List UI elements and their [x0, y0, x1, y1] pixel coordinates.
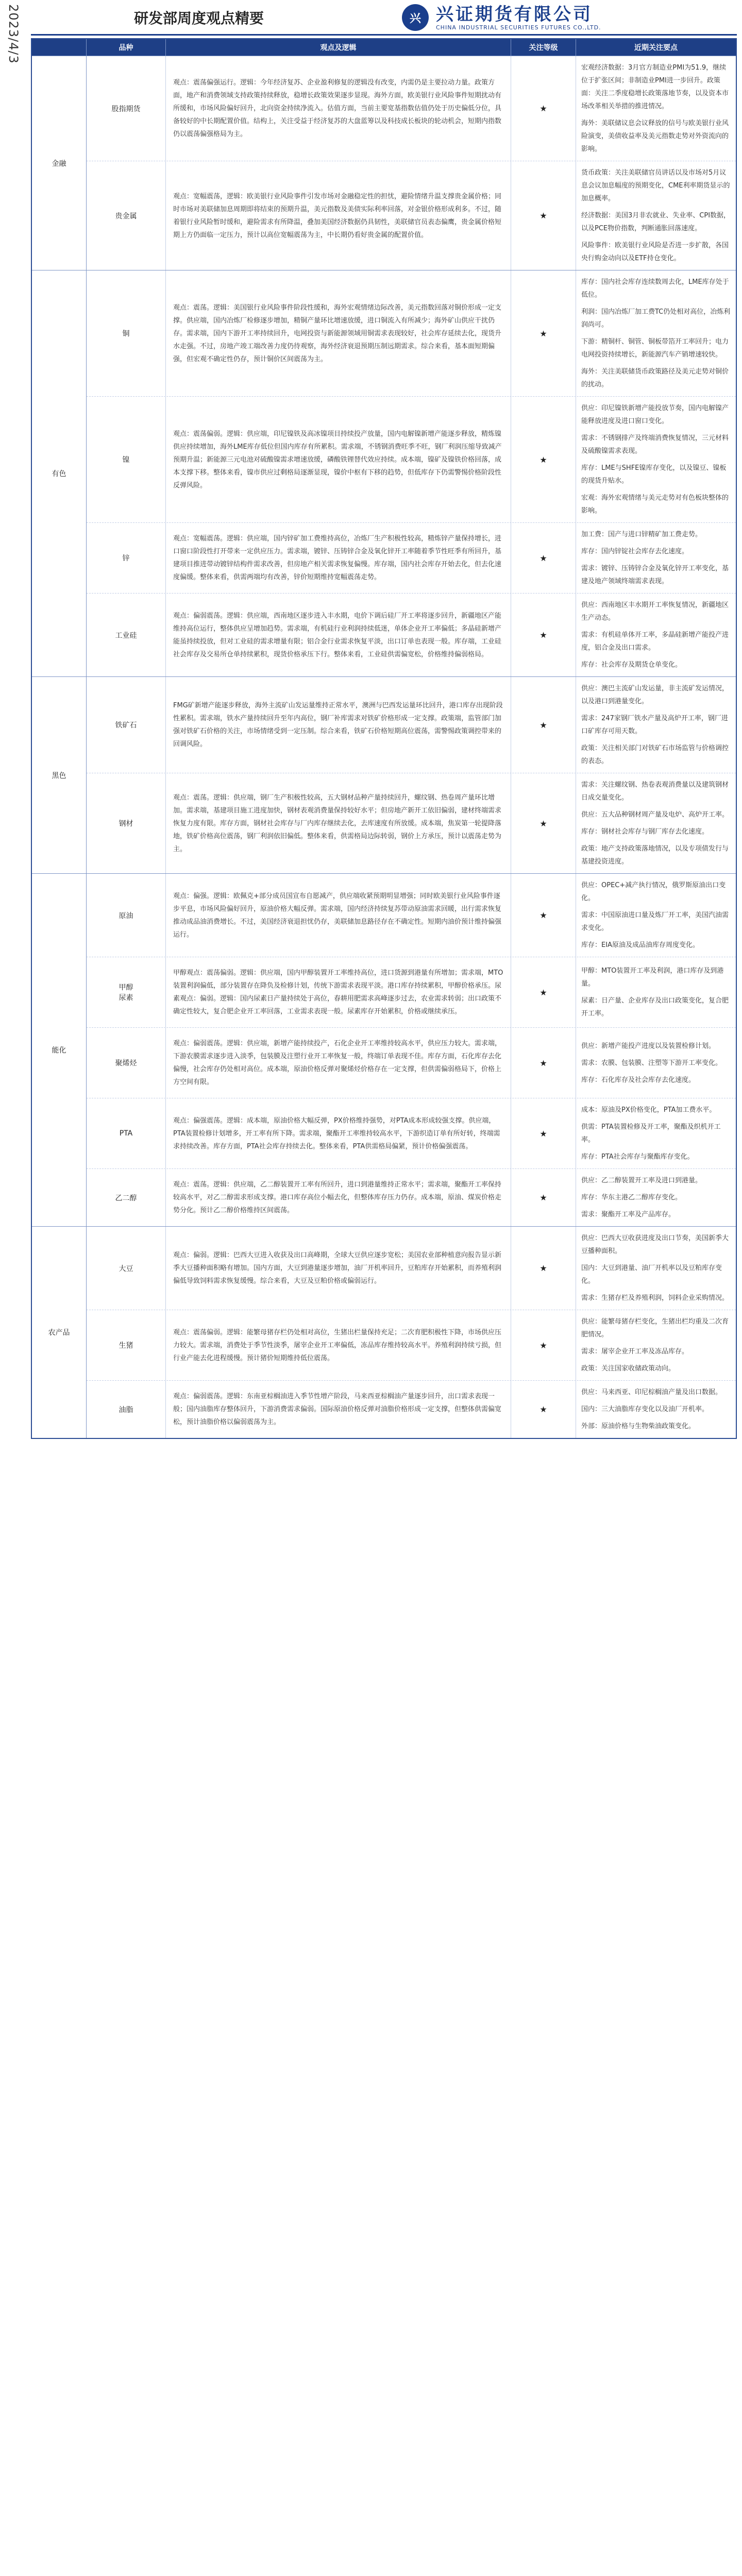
view-cell	[166, 773, 511, 873]
focus-item: 库存：社会库存及期货仓单变化。	[581, 661, 682, 669]
focus-item: 库存：华东主港乙二醇库存变化。	[581, 1194, 682, 1201]
view-cell	[166, 1169, 511, 1226]
view-text: 甲醇观点：震荡偏弱。逻辑：供应端，国内甲醇装置开工率维持高位，进口货源到港量有所增加；需求端，MTO装置利润偏低，部分装置存在降负及检修计划，传统下游需求表现平淡。港口库存持续累积，甲醇价格承压。尿素观点：偏弱。逻辑：国内尿素日产量持续处于高位，春耕用肥需求高峰逐步过去，农业需求转弱；出口政策不确定性较大，复合肥企业开工率回落，工业需求表现一般。尿素库存开始累积，价格或继续承压。	[173, 969, 503, 1015]
focus-item: 需求：生猪存栏及养殖利润，饲料企业采购情况。	[581, 1294, 729, 1302]
focus-item: 供应：五大品种钢材周产量及电炉、高炉开工率。	[581, 811, 729, 819]
header-sector	[32, 39, 87, 56]
sector-label: 有色	[32, 270, 87, 676]
focus-item: 需求：镀锌、压铸锌合金及氧化锌开工率变化，基建及地产领域终端需求表现。	[581, 565, 729, 585]
view-text: 观点：宽幅震荡，逻辑：欧美银行业风险事件引发市场对金融稳定性的担忧，避险情绪升温支撑贵金属价格；同时市场对美联储加息周期即将结束的预期升温，美元指数及美债实际利率回落，对金银价格形成利多。不过，随着银行业风险暂时缓和，避险需求有所降温，叠加美国经济数据仍具韧性，美联储官员表态偏鹰，贵金属价格短期上方仍面临一定压力，预计以高位宽幅震荡为主，中长期仍看好贵金属的配置价值。	[173, 192, 502, 239]
focus-item: 供需：PTA装置检修及开工率，聚酯及织机开工率。	[581, 1123, 721, 1144]
rating-cell: ★	[511, 1028, 576, 1098]
rating-cell: ★	[511, 1227, 576, 1310]
focus-item: 需求：关注螺纹钢、热卷表观消费量以及建筑钢材日成交量变化。	[581, 781, 729, 802]
sector-label: 金融	[32, 56, 87, 270]
rating-cell: ★	[511, 397, 576, 522]
focus-item: 供应：印尼镍铁新增产能投放节奏，国内电解镍产能释放进度及进口窗口变化。	[581, 404, 729, 425]
view-text: 观点：偏弱震荡。逻辑：供应端，新增产能持续投产，石化企业开工率维持较高水平，供应压力较大。需求端，下游农膜需求逐步进入淡季，包装膜及注塑行业开工率恢复一般，终端订单表现不佳。库存方面，石化库存去化偏慢，社会库存仍处相对高位。成本端，原油价格反弹对聚烯烃价格存在一定支撑，但供需偏弱格局下，价格上方空间有限。	[173, 1040, 502, 1086]
focus-cell	[576, 270, 736, 396]
focus-item: 供应：新增产能投产进度以及装置检修计划。	[581, 1042, 716, 1050]
sector-rows	[87, 677, 736, 873]
table-row	[87, 1310, 736, 1380]
sector-label: 能化	[32, 874, 87, 1226]
focus-cell	[576, 594, 736, 676]
focus-cell	[576, 1381, 736, 1438]
focus-item: 库存：石化库存及社会库存去化速度。	[581, 1076, 696, 1084]
focus-item: 甲醇：MTO装置开工率及利润，港口库存及到港量。	[581, 967, 724, 988]
view-text: 观点：震荡。逻辑：供应端，乙二醇装置开工率有所回升，进口到港量维持正常水平；需求端，聚酯开工率保持较高水平，对乙二醇需求形成支撑。港口库存高位小幅去化，但整体库存压力仍存。成本端，原油、煤炭价格走势分化。预计乙二醇价格维持区间震荡。	[173, 1181, 502, 1214]
view-text: 观点：震荡。逻辑：美国银行业风险事件阶段性缓和，海外宏观情绪边际改善，美元指数回落对铜价形成一定支撑。供应端，国内冶炼厂检修逐步增加，精铜产量环比增速放缓，进口铜流入有所减少；海外矿山供应干扰仍存。需求端，国内下游开工率持续回升，电网投资与新能源领域用铜需求表现较好，社会库存延续去化，现货升水走强。不过，房地产竣工端改善力度仍待观察，海外经济衰退预期压制远期需求。综合来看，基本面短期偏强，但宏观不确定性仍存，预计铜价区间震荡为主。	[173, 303, 502, 363]
view-text: 观点：震荡偏弱。逻辑：供应端，印尼镍铁及高冰镍项目持续投产放量，国内电解镍新增产能逐步释放，精炼镍供应持续增加，海外LME库存低位但国内库存有所累积。需求端，不锈钢消费旺季不旺，钢厂利润压缩导致减产预期升温；新能源三元电池对硫酸镍需求增速放缓，磷酸铁锂替代效应持续。成本端，镍矿及镍铁价格回落，成本支撑下移。整体来看，镍市供应过剩格局逐渐显现，镍价中枢有下移的趋势，但低库存下仍需警惕价格阶段性反弹风险。	[173, 430, 502, 489]
variety-cell: PTA	[87, 1098, 166, 1168]
view-cell	[166, 1098, 511, 1168]
variety-cell: 钢材	[87, 773, 166, 873]
sector-group	[32, 873, 736, 1226]
focus-item: 库存：国内社会库存连续数周去化，LME库存处于低位。	[581, 278, 729, 299]
view-text: 观点：偏弱震荡。逻辑：东南亚棕榈油进入季节性增产阶段，马来西亚棕榈油产量逐步回升，出口需求表现一般；国内油脂库存整体回升，下游消费需求偏弱。国际原油价格反弹对油脂价格形成一定支撑，但整体供需偏宽松，预计油脂价格以偏弱震荡为主。	[173, 1393, 502, 1426]
rating-cell: ★	[511, 1169, 576, 1226]
header-focus: 近期关注要点	[634, 44, 678, 52]
view-cell	[166, 161, 511, 270]
view-cell	[166, 594, 511, 676]
variety-cell: 股指期货	[87, 56, 166, 161]
header-rating: 关注等级	[511, 39, 576, 56]
table-row	[87, 1380, 736, 1438]
focus-item: 货币政策：关注美联储官员讲话以及市场对5月议息会议加息幅度的预期变化，CME利率期货显示的加息概率。	[581, 169, 730, 202]
company-name-cn: 兴证期货有限公司	[436, 4, 593, 25]
focus-cell	[576, 874, 736, 957]
focus-cell	[576, 1169, 736, 1226]
company-name-en: CHINA INDUSTRIAL SECURITIES FUTURES CO.,LTD.	[436, 24, 601, 31]
rating-cell: ★	[511, 677, 576, 773]
view-cell	[166, 1028, 511, 1098]
focus-item: 库存：PTA社会库存与聚酯库存变化。	[581, 1153, 694, 1161]
focus-item: 需求：屠宰企业开工率及冻品库存。	[581, 1348, 689, 1355]
views-table	[31, 38, 737, 1439]
rating-cell: ★	[511, 161, 576, 270]
view-text: 观点：震荡偏弱。逻辑：能繁母猪存栏仍处相对高位，生猪出栏量保持充足；二次育肥积极性下降，市场供应压力较大。需求端，消费处于季节性淡季，屠宰企业开工率偏低，冻品库存维持较高水平。养殖利润持续亏损，但行业产能去化进程缓慢。预计猪价短期维持低位震荡。	[173, 1328, 502, 1362]
focus-cell	[576, 523, 736, 593]
table-row	[87, 677, 736, 773]
rating-cell: ★	[511, 523, 576, 593]
focus-cell	[576, 397, 736, 522]
focus-item: 加工费：国产与进口锌精矿加工费走势。	[581, 531, 702, 538]
focus-cell	[576, 957, 736, 1027]
focus-item: 需求：中国原油进口量及炼厂开工率，美国汽油需求变化。	[581, 911, 729, 932]
variety-cell: 油脂	[87, 1381, 166, 1438]
view-text: FMG矿新增产能逐步释放，海外主流矿山发运量维持正常水平，澳洲与巴西发运量环比回升，港口库存出现阶段性累积。需求端，铁水产量持续回升至年内高位，钢厂补库需求对铁矿价格形成一定支撑。政策端，监管部门加强对铁矿石价格的关注，市场情绪受到一定压制。综合来看，铁矿石价格短期高位震荡，需警惕政策调控带来的回调风险。	[173, 702, 503, 748]
focus-item: 需求：247家钢厂铁水产量及高炉开工率，钢厂进口矿库存可用天数。	[581, 715, 728, 735]
view-text: 观点：偏强震荡。逻辑：成本端，原油价格大幅反弹，PX价格维持强势，对PTA成本形成较强支撑。供应端，PTA装置检修计划增多，开工率有所下降。需求端，聚酯开工率维持较高水平，下游织造订单有所好转，终端需求持续改善。库存方面，PTA社会库存持续去化。整体来看，PTA供需格局偏紧，预计价格偏强震荡。	[173, 1116, 500, 1150]
view-cell	[166, 56, 511, 161]
view-text: 观点：偏弱震荡。逻辑：供应端，西南地区逐步进入丰水期，电价下调后硅厂开工率将逐步回升，新疆地区产能维持高位运行，整体供应呈增加趋势。需求端，有机硅行业利润持续低迷，单体企业开工率偏低；多晶硅新增产能虽持续投放，但对工业硅的需求增量有限；铝合金行业需求恢复平淡，出口订单也表现一般。库存端，工业硅社会库存及交易所仓单持续累积，现货价格承压下行。整体来看，工业硅供需偏宽松，价格维持偏弱格局。	[173, 612, 502, 658]
sector-rows	[87, 874, 736, 1226]
focus-item: 政策：关注国家收储政策动向。	[581, 1365, 676, 1372]
focus-item: 成本：原油及PX价格变化，PTA加工费水平。	[581, 1106, 716, 1114]
view-text: 观点：偏强。逻辑：欧佩克+部分成员国宣布自愿减产，供应端收紧预期明显增强；同时欧美银行业风险事件逐步平息，市场风险偏好回升，原油价格大幅反弹。需求端，国内经济持续复苏带动原油需求回暖，出行需求恢复推动成品油消费增长。不过，美国经济衰退担忧仍存，美联储加息路径存在不确定性。短期内油价预计维持偏强运行。	[173, 892, 502, 939]
focus-item: 宏观：海外宏观情绪与美元走势对有色板块整体的影响。	[581, 494, 729, 515]
focus-item: 国内：三大油脂库存变化以及油厂开机率。	[581, 1405, 709, 1413]
variety-cell: 铜	[87, 270, 166, 396]
focus-item: 供应：OPEC+减产执行情况，俄罗斯原油出口变化。	[581, 882, 726, 902]
table-row	[87, 773, 736, 873]
variety-cell: 铁矿石	[87, 677, 166, 773]
rating-cell: ★	[511, 594, 576, 676]
sector-label: 农产品	[32, 1227, 87, 1438]
table-header	[32, 39, 736, 56]
focus-item: 库存：EIA原油及成品油库存周度变化。	[581, 941, 699, 949]
focus-item: 供应：巴西大豆收获进度及出口节奏，美国新季大豆播种面积。	[581, 1234, 729, 1255]
focus-item: 下游：精铜杆、铜管、铜板带箔开工率回升；电力电网投资持续增长，新能源汽车产销增速较快。	[581, 338, 729, 359]
rating-cell: ★	[511, 56, 576, 161]
company-logo-icon: 兴	[402, 4, 429, 31]
view-cell	[166, 677, 511, 773]
table-row	[87, 1168, 736, 1226]
focus-item: 尿素：日产量、企业库存及出口政策变化，复合肥开工率。	[581, 997, 729, 1018]
view-cell	[166, 397, 511, 522]
view-text: 观点：震荡。逻辑：供应端，钢厂生产积极性较高，五大钢材品种产量持续回升，螺纹钢、热卷周产量环比增加。需求端，基建项目施工进度加快，钢材表观消费量保持较好水平；但房地产新开工依旧偏弱，建材终端需求恢复力度有限。库存方面，钢材社会库存与厂内库存继续去化，去库速度有所放缓。成本端，焦炭第一轮提降落地，铁矿价格高位震荡，钢厂利润依旧偏低。整体来看，供需格局边际转弱，钢价上方承压，预计以震荡走势为主。	[173, 793, 502, 853]
rating-cell: ★	[511, 1098, 576, 1168]
table-row	[87, 1098, 736, 1168]
sector-rows	[87, 270, 736, 676]
sector-rows	[87, 56, 736, 270]
focus-cell	[576, 1310, 736, 1380]
rating-cell: ★	[511, 1381, 576, 1438]
sector-label: 黑色	[32, 677, 87, 873]
header-view: 观点及逻辑	[166, 39, 511, 56]
focus-item: 外部：原油价格与生物柴油政策变化。	[581, 1422, 696, 1430]
focus-item: 利润：国内冶炼厂加工费TC仍处相对高位，冶炼利润尚可。	[581, 308, 731, 329]
view-cell	[166, 270, 511, 396]
variety-cell: 锌	[87, 523, 166, 593]
page-header	[31, 0, 742, 35]
focus-cell	[576, 1028, 736, 1098]
sector-group	[32, 56, 736, 270]
view-cell	[166, 1381, 511, 1438]
view-cell	[166, 1310, 511, 1380]
variety-cell: 甲醇 尿素	[87, 957, 166, 1027]
rating-cell: ★	[511, 957, 576, 1027]
focus-item: 库存：钢材社会库存与钢厂库存去化速度。	[581, 828, 709, 836]
focus-item: 宏观经济数据：3月官方制造业PMI为51.9，继续位于扩张区间；非制造业PMI进一步回升。政策面：关注二季度稳增长政策落地节奏，以及资本市场改革相关举措的推进情况。	[581, 64, 729, 110]
table-row	[87, 874, 736, 957]
focus-cell	[576, 773, 736, 873]
view-cell	[166, 523, 511, 593]
focus-item: 供应：澳巴主流矿山发运量，非主流矿发运情况，以及港口到港量变化。	[581, 685, 729, 705]
sector-group	[32, 270, 736, 676]
company-logo	[402, 3, 732, 32]
focus-item: 风险事件：欧美银行业风险是否进一步扩散，各国央行购金动向以及ETF持仓变化。	[581, 242, 729, 262]
variety-cell: 乙二醇	[87, 1169, 166, 1226]
table-row	[87, 56, 736, 161]
variety-cell: 生猪	[87, 1310, 166, 1380]
rating-cell: ★	[511, 773, 576, 873]
view-text: 观点：偏弱。逻辑：巴西大豆进入收获及出口高峰期，全球大豆供应逐步宽松；美国农业部种植意向报告显示新季大豆播种面积略有增加。国内方面，大豆到港量逐步增加，油厂开机率回升，豆粕库存开始累积，而养殖利润偏低导致饲料需求恢复缓慢。综合来看，大豆及豆粕价格或偏弱运行。	[173, 1251, 502, 1285]
rating-cell: ★	[511, 270, 576, 396]
variety-cell: 贵金属	[87, 161, 166, 270]
focus-item: 供应：乙二醇装置开工率及进口到港量。	[581, 1177, 702, 1184]
focus-item: 供应：马来西亚、印尼棕榈油产量及出口数据。	[581, 1388, 722, 1396]
focus-item: 需求：有机硅单体开工率，多晶硅新增产能投产进度，铝合金及出口需求。	[581, 631, 729, 652]
table-row	[87, 396, 736, 522]
focus-cell	[576, 677, 736, 773]
focus-item: 需求：不锈钢排产及终端消费恢复情况，三元材料及硫酸镍需求表现。	[581, 434, 729, 455]
focus-item: 国内：大豆到港量、油厂开机率以及豆粕库存变化。	[581, 1264, 722, 1285]
focus-cell	[576, 1227, 736, 1310]
focus-item: 经济数据：美国3月非农就业、失业率、CPI数据，以及PCE物价指数，判断通胀回落速度。	[581, 212, 731, 232]
focus-item: 需求：聚酯开工率及产品库存。	[581, 1211, 676, 1218]
company-name	[436, 5, 601, 31]
variety-cell: 聚烯烃	[87, 1028, 166, 1098]
focus-item: 库存：LME与SHFE镍库存变化，以及镍豆、镍板的现货升贴水。	[581, 464, 727, 485]
table-row	[87, 957, 736, 1027]
page-title: 研发部周度观点精要	[134, 10, 264, 27]
focus-item: 库存：国内锌锭社会库存去化速度。	[581, 548, 689, 555]
view-text: 观点：宽幅震荡。逻辑：供应端，国内锌矿加工费维持高位，冶炼厂生产积极性较高，精炼锌产量保持增长，进口窗口阶段性打开带来一定供应压力。需求端，镀锌、压铸锌合金及氧化锌开工率随着季节性旺季有所回升，基建项目推进带动镀锌结构件需求改善，但房地产相关需求恢复偏慢。库存端，国内社会库存开始去化，但去化速度偏缓。整体来看，供需两端均有改善，锌价短期维持宽幅震荡走势。	[173, 535, 502, 581]
table-body	[32, 56, 736, 1438]
view-cell	[166, 957, 511, 1027]
focus-item: 供应：能繁母猪存栏变化，生猪出栏均重及二次育肥情况。	[581, 1318, 729, 1338]
sector-group	[32, 676, 736, 873]
table-row	[87, 593, 736, 676]
rating-cell: ★	[511, 1310, 576, 1380]
focus-item: 政策：关注相关部门对铁矿石市场监管与价格调控的表态。	[581, 744, 729, 765]
focus-cell	[576, 1098, 736, 1168]
variety-cell: 工业硅	[87, 594, 166, 676]
view-cell	[166, 874, 511, 957]
focus-cell	[576, 56, 736, 161]
rating-cell: ★	[511, 874, 576, 957]
view-cell	[166, 1227, 511, 1310]
table-row	[87, 270, 736, 396]
focus-item: 政策：地产支持政策落地情况，以及专项债发行与基建投资进度。	[581, 845, 729, 866]
table-row	[87, 1027, 736, 1098]
sector-rows	[87, 1227, 736, 1438]
focus-item: 需求：农膜、包装膜、注塑等下游开工率变化。	[581, 1059, 722, 1067]
table-row	[87, 1227, 736, 1310]
focus-item: 海外：关注美联储货币政策路径及美元走势对铜价的扰动。	[581, 368, 729, 388]
table-row	[87, 522, 736, 593]
header-variety: 品种	[87, 39, 166, 56]
view-text: 观点：震荡偏强运行。逻辑：今年经济复苏、企业盈利修复的逻辑没有改变，内需仍是主要拉动力量。政策方面，地产和消费领域支持政策持续释放，稳增长政策效果逐步显现。海外方面，欧美银行业风险事件短期扰动有所缓和，市场风险偏好回升，北向资金持续净流入。估值方面，当前主要宽基指数估值仍处于历史偏低分位，具备较好的中长期配置价值。结构上，关注受益于经济复苏的大盘蓝筹以及科技成长板块的轮动机会，短期内指数仍以震荡偏强格局为主。	[173, 79, 502, 138]
table-row	[87, 161, 736, 270]
variety-cell: 原油	[87, 874, 166, 957]
variety-cell: 大豆	[87, 1227, 166, 1310]
sector-group	[32, 1226, 736, 1438]
focus-item: 海外：美联储议息会议释放的信号与欧美银行业风险演变，美债收益率及美元指数走势对外资流向的影响。	[581, 120, 729, 153]
focus-item: 供应：西南地区丰水期开工率恢复情况，新疆地区生产动态。	[581, 601, 729, 622]
variety-cell: 镍	[87, 397, 166, 522]
focus-cell	[576, 161, 736, 270]
header-divider	[31, 34, 737, 36]
report-date: 2023/4/3	[6, 4, 21, 64]
